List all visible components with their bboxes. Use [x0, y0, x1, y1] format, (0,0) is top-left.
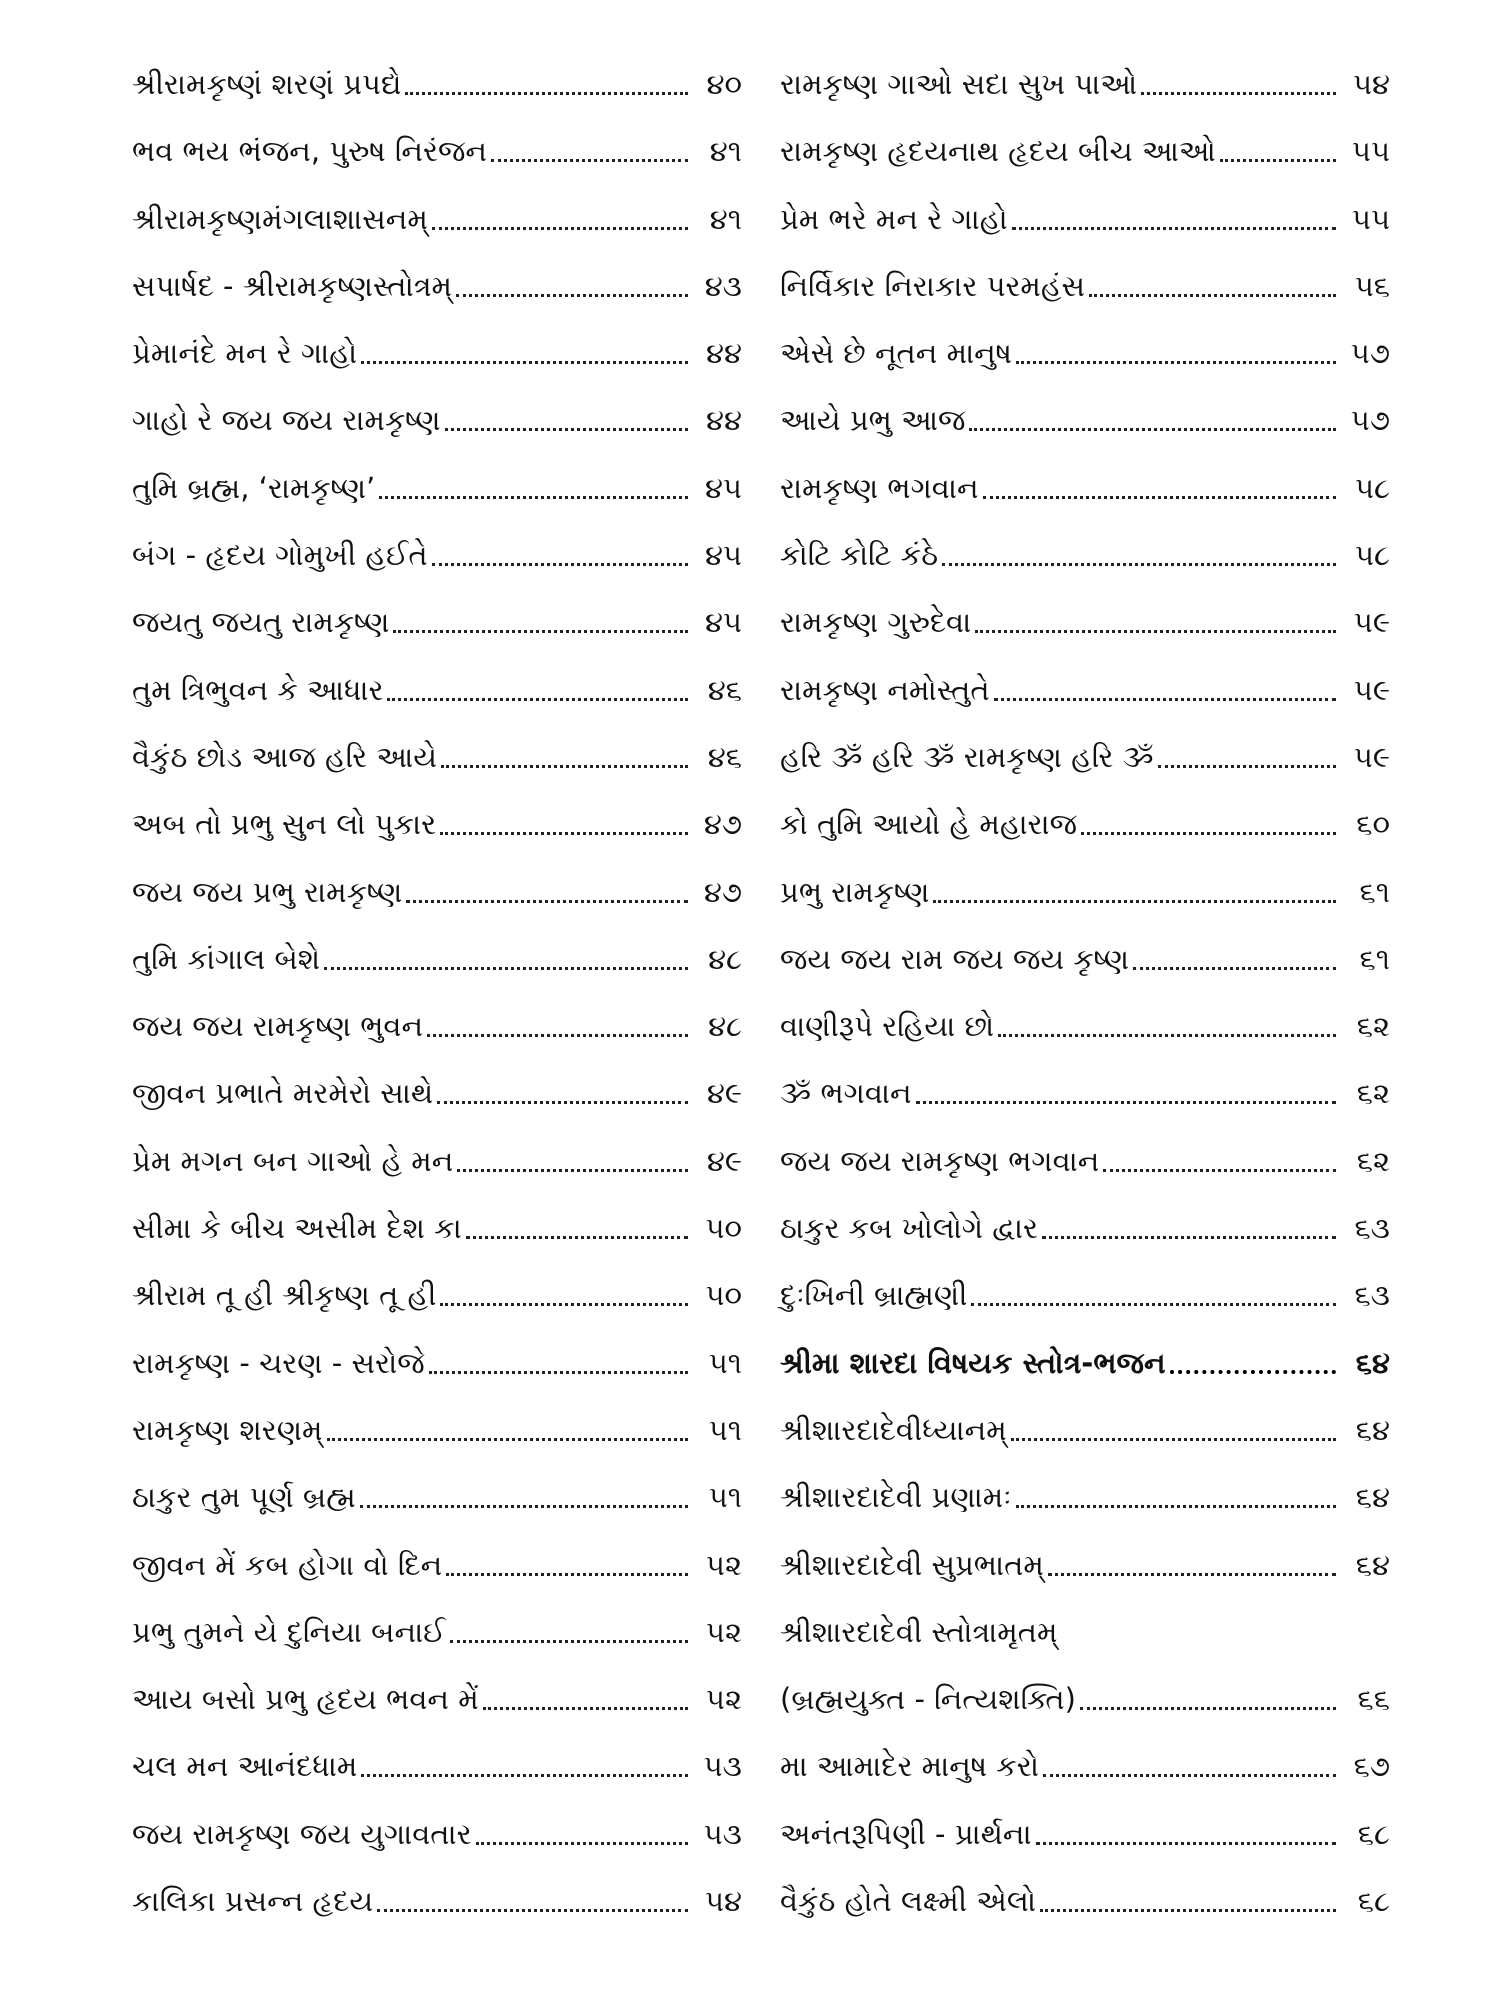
dot-leader: [1089, 266, 1336, 306]
toc-entry: [780, 670, 1390, 737]
toc-entry: [132, 400, 742, 467]
toc-entry-title: અનંતરૂપિણી - પ્રાર્થના: [780, 1816, 1032, 1851]
toc-entry-title: પ્રભુ તુમને યે દુનિયા બનાઈ: [132, 1614, 446, 1649]
toc-entry: [132, 1679, 742, 1746]
dot-leader: [387, 670, 688, 710]
dot-leader: [916, 1073, 1336, 1113]
toc-entry-page-number: ૬૪: [1355, 1345, 1390, 1380]
dot-leader: [1081, 804, 1336, 844]
toc-entry-title: અબ તો પ્રભુ સુન લો પુકાર: [132, 807, 437, 842]
toc-entry-title: દુઃખિની બ્રાહ્મણી: [780, 1278, 968, 1313]
toc-entry: [780, 1612, 1390, 1679]
toc-entry-page-number: ૬૪: [1355, 1412, 1390, 1447]
toc-entry: [780, 1073, 1390, 1140]
toc-entry-page-number: ૬૨: [1356, 1009, 1390, 1044]
toc-entry-title: તુમિ બ્રહ્મ, ‘રામકૃષ્ણ’: [132, 470, 376, 505]
toc-entry-page-number: ૫૭: [1350, 336, 1390, 371]
toc-entry-page-number: ૪૭: [703, 807, 742, 842]
dot-leader: [440, 804, 688, 844]
toc-entry: [780, 602, 1390, 669]
toc-entry-page-number: ૫૮: [1354, 470, 1390, 505]
toc-entry-page-number: ૪૩: [704, 268, 742, 303]
dot-leader: [1048, 1545, 1336, 1585]
toc-entry: [132, 535, 742, 602]
dot-leader: [360, 1477, 688, 1517]
toc-entry-page-number: ૬૪: [1355, 1480, 1390, 1515]
toc-entry-page-number: ૬૨: [1356, 1143, 1390, 1178]
toc-entry: [132, 737, 742, 804]
dot-leader: [1061, 1612, 1336, 1652]
toc-entry: [780, 1545, 1390, 1612]
toc-entry-title: શ્રીશારદાદેવી સુપ્રભાતમ્: [780, 1547, 1044, 1582]
toc-entry-page-number: ૫૨: [705, 1614, 742, 1649]
toc-entry-title: ગાહો રે જય જય રામકૃષ્ણ: [132, 403, 441, 438]
toc-entry: [132, 1073, 742, 1140]
toc-entry: [780, 333, 1390, 400]
toc-left-column: [132, 64, 742, 1948]
toc-entry: [132, 266, 742, 333]
toc-entry-page-number: ૫૭: [1350, 403, 1390, 438]
dot-leader: [971, 1275, 1336, 1315]
toc-right-column: [780, 64, 1390, 1948]
toc-entry-page-number: ૪૮: [708, 941, 742, 976]
toc-entry-page-number: ૫૦: [705, 1278, 742, 1313]
toc-entry: [780, 872, 1390, 939]
toc-entry-title: ઠાકુર તુમ પૂર્ણ બ્રહ્મ: [132, 1480, 356, 1515]
dot-leader: [324, 939, 688, 979]
toc-entry-title: રામકૃષ્ણ ગુરુદેવા: [780, 605, 972, 640]
toc-entry-title: જય જય રામકૃષ્ણ ભગવાન: [780, 1143, 1100, 1178]
toc-entry-title: રામકૃષ્ણ ગાઓ સદા સુખ પાઓ: [780, 67, 1138, 101]
dot-leader: [1016, 333, 1336, 373]
toc-entry: [780, 1679, 1390, 1746]
dot-leader: [445, 400, 688, 440]
dot-leader: [427, 1006, 688, 1046]
dot-leader: [998, 1006, 1336, 1046]
toc-entry-title: ૐ ભગવાન: [780, 1076, 912, 1111]
dot-leader: [1133, 939, 1336, 979]
toc-entry-title: શ્રીરામકૃષ્ણમંગલાશાસનમ્: [132, 201, 428, 236]
dot-leader: [1011, 1410, 1336, 1450]
toc-entry: [780, 1814, 1390, 1881]
toc-entry-title: સીમા કે બીચ અસીમ દેશ કા: [132, 1211, 462, 1246]
toc-entry-title: પ્રેમ ભરે મન રે ગાહો: [780, 201, 1008, 236]
toc-entry-page-number: ૫૫: [1351, 134, 1390, 169]
toc-entry-title: શ્રીમા શારદા વિષયક સ્તોત્ર-ભજન: [780, 1345, 1166, 1380]
toc-entry: [780, 266, 1390, 333]
dot-leader: [969, 400, 1336, 440]
dot-leader: [432, 199, 688, 239]
toc-entry-title: મા આમાદેર માનુષ કરો: [780, 1749, 1040, 1784]
toc-entry-page-number: ૫૧: [708, 1345, 742, 1380]
dot-leader: [441, 737, 688, 777]
dot-leader: [983, 468, 1336, 508]
toc-entry-title: શ્રીશારદાદેવી પ્રણામઃ: [780, 1480, 1012, 1515]
toc-entry: [780, 939, 1390, 1006]
toc-entry-title: કાલિકા પ્રસન્ન હૃદય: [132, 1884, 374, 1919]
toc-entry-page-number: ૫૨: [705, 1682, 742, 1717]
toc-entry-page-number: ૫૯: [1353, 605, 1390, 640]
toc-entry: [780, 1208, 1390, 1275]
dot-leader: [1103, 1141, 1336, 1181]
toc-entry-page-number: ૬૮: [1357, 1884, 1390, 1919]
toc-entry: [780, 1275, 1390, 1342]
toc-entry-title: આયે પ્રભુ આજ: [780, 403, 966, 438]
dot-leader: [975, 602, 1336, 642]
toc-entry-page-number: ૪૪: [706, 403, 742, 438]
dot-leader: [429, 1343, 688, 1383]
toc-entry: [132, 1343, 742, 1410]
dot-leader: [1036, 1814, 1336, 1854]
toc-entry-title: સપાર્ષદ - શ્રીરામકૃષ્ણસ્તોત્રમ્: [132, 268, 453, 303]
toc-entry: [780, 1746, 1390, 1813]
dot-leader: [406, 872, 688, 912]
dot-leader: [361, 333, 688, 373]
toc-entry-page-number: ૫૧: [708, 1480, 742, 1515]
toc-entry-title: જયતુ જયતુ રામકૃષ્ણ: [132, 605, 390, 640]
toc-entry-page-number: ૬૦: [1356, 807, 1390, 842]
dot-leader: [393, 602, 688, 642]
toc-entry-title: ઠાકુર કબ ખોલોગે દ્વાર: [780, 1211, 1038, 1246]
toc-entry-title: જીવન પ્રભાતે મરમેરો સાથે: [132, 1076, 434, 1111]
toc-entry-page-number: ૫૧: [708, 1412, 742, 1447]
toc-entry-page-number: ૪૧: [709, 201, 742, 236]
toc-entry-page-number: ૪૮: [708, 1009, 742, 1044]
toc-entry-title: શ્રીશારદાદેવી સ્તોત્રામૃતમ્: [780, 1614, 1058, 1649]
toc-entry-title: રામકૃષ્ણ શરણમ્: [132, 1412, 323, 1447]
toc-entry-page-number: ૬૩: [1354, 1211, 1390, 1246]
toc-entry: [132, 804, 742, 871]
toc-entry-title: હરિ ૐ હરિ ૐ રામકૃષ્ણ હરિ ૐ: [780, 739, 1154, 774]
toc-entry-title: શ્રીરામ તૂ હી શ્રીકૃષ્ણ તૂ હી: [132, 1278, 437, 1313]
toc-entry-title: જય જય પ્રભુ રામકૃષ્ણ: [132, 874, 403, 909]
toc-entry: [132, 1746, 742, 1813]
dot-leader: [327, 1410, 688, 1450]
toc-entry: [132, 939, 742, 1006]
toc-entry-page-number: ૫૫: [1351, 201, 1390, 236]
toc-entry: [132, 1814, 742, 1881]
toc-entry-title: રામકૃષ્ણ - ચરણ - સરોજે: [132, 1345, 425, 1380]
toc-entry-page-number: ૬૧: [1359, 874, 1390, 909]
toc-entry-page-number: ૫૯: [1353, 739, 1390, 774]
toc-entry: [132, 1006, 742, 1073]
toc-entry-title: ચલ મન આનંદધામ: [132, 1749, 358, 1784]
toc-entry-title: એસે છે નૂતન માનુષ: [780, 336, 1012, 371]
dot-leader: [942, 535, 1336, 575]
toc-entry-title: જય જય રામ જય જય કૃષ્ણ: [780, 941, 1130, 976]
dot-leader: [491, 131, 688, 171]
toc-entry: [132, 1612, 742, 1679]
toc-entry-title: તુમ ત્રિભુવન કે આધાર: [132, 672, 384, 707]
toc-entry: [780, 131, 1390, 198]
dot-leader: [1158, 737, 1336, 777]
toc-entry: [780, 535, 1390, 602]
toc-entry-page-number: ૪૪: [706, 336, 742, 371]
dot-leader: [432, 535, 688, 575]
dot-leader: [361, 1746, 688, 1786]
toc-entry-page-number: ૬૨: [1356, 1076, 1390, 1111]
toc-entry-title: રામકૃષ્ણ ભગવાન: [780, 470, 979, 505]
dot-leader: [933, 872, 1336, 912]
toc-entry-title: વૈકુંઠ છોડ આજ હરિ આયે: [132, 739, 438, 774]
dot-leader: [1141, 64, 1336, 104]
toc-entry-page-number: ૫૪: [1352, 67, 1390, 101]
toc-entry-title: વાણીરૂપે રહિયા છો: [780, 1009, 995, 1044]
toc-entry-page-number: ૪૫: [704, 605, 742, 640]
toc-entry-page-number: ૪૧: [709, 134, 742, 169]
toc-entry: [132, 602, 742, 669]
toc-entry: [132, 1477, 742, 1544]
toc-entry: [780, 64, 1390, 131]
toc-entry-title: રામકૃષ્ણ હૃદયનાથ હૃદય બીચ આઓ: [780, 134, 1216, 169]
toc-entry-title: ભવ ભય ભંજન, પુરુષ નિરંજન: [132, 134, 488, 169]
toc-entry-page-number: ૪૯: [706, 1076, 742, 1111]
dot-leader: [405, 64, 688, 104]
toc-entry: [780, 400, 1390, 467]
toc-entry-title: રામકૃષ્ણ નમોસ્તુતે: [780, 672, 990, 707]
toc-entry-title: જય રામકૃષ્ણ જય યુગાવતાર: [132, 1816, 472, 1851]
toc-entry: [780, 468, 1390, 535]
dot-leader: [1080, 1679, 1336, 1719]
dot-leader: [1042, 1208, 1336, 1248]
toc-entry-title: (બ્રહ્મયુક્ત - નિત્યશક્તિ): [780, 1682, 1076, 1717]
toc-entry-title: પ્રેમાનંદે મન રે ગાહો: [132, 336, 358, 371]
dot-leader: [1170, 1343, 1336, 1383]
dot-leader: [456, 266, 688, 306]
toc-entry-page-number: ૪૦: [706, 67, 742, 101]
toc-entry-page-number: ૪૬: [707, 739, 742, 774]
toc-entry-title: વૈકુંઠ હોતે લક્ષ્મી એલો: [780, 1884, 1037, 1919]
toc-entry-title: નિર્વિકાર નિરાકાર પરમહંસ: [780, 268, 1086, 303]
dot-leader: [466, 1208, 688, 1248]
toc-entry-page-number: ૫૯: [1353, 672, 1390, 707]
dot-leader: [483, 1679, 688, 1719]
toc-entry: [132, 1545, 742, 1612]
toc-entry-page-number: ૫૪: [704, 1884, 742, 1919]
toc-entry-page-number: ૪૯: [706, 1143, 742, 1178]
toc-entry-title: કોટિ કોટિ કંઠે: [780, 538, 939, 573]
toc-entry: [132, 64, 742, 131]
dot-leader: [377, 1881, 688, 1921]
toc-entry: [780, 1881, 1390, 1948]
toc-entry: [780, 1141, 1390, 1208]
toc-entry-page-number: ૪૫: [704, 538, 742, 573]
toc-entry: [132, 1208, 742, 1275]
toc-entry: [132, 199, 742, 266]
toc-entry-title: બંગ - હૃદય ગોમુખી હઈતે: [132, 538, 428, 573]
toc-entry-page-number: ૫૨: [705, 1547, 742, 1582]
dot-leader: [446, 1545, 688, 1585]
toc-entry-title: શ્રીશારદાદેવીધ્યાનમ્: [780, 1412, 1007, 1447]
toc-entry-title: જીવન મેં કબ હોગા વો દિન: [132, 1547, 443, 1582]
dot-leader: [994, 670, 1336, 710]
dot-leader: [1040, 1881, 1336, 1921]
toc-entry-page-number: ૪૫: [704, 470, 742, 505]
toc-entry-page-number: ૫૬: [1354, 268, 1390, 303]
dot-leader: [476, 1814, 688, 1854]
toc-entry-page-number: ૪૬: [707, 672, 742, 707]
toc-entry-title: જય જય રામકૃષ્ણ ભુવન: [132, 1009, 424, 1044]
dot-leader: [1220, 131, 1336, 171]
dot-leader: [440, 1275, 688, 1315]
toc-entry-title: શ્રીરામકૃષ્ણં શરણં પ્રપદ્યે: [132, 67, 402, 101]
toc-entry-title: પ્રેમ મગન બન ગાઓ હે મન: [132, 1143, 454, 1178]
toc-entry-page-number: ૫૦: [705, 1211, 742, 1246]
toc-entry: [780, 1006, 1390, 1073]
toc-entry-page-number: ૬૮: [1357, 1816, 1390, 1851]
toc-entry: [132, 333, 742, 400]
dot-leader: [1016, 1477, 1336, 1517]
toc-entry: [780, 804, 1390, 871]
toc-entry: [132, 468, 742, 535]
dot-leader: [1043, 1746, 1336, 1786]
toc-entry: [132, 131, 742, 198]
toc-entry-page-number: ૫૩: [703, 1749, 742, 1784]
toc-entry-page-number: ૫૮: [1354, 538, 1390, 573]
toc-entry-title: આય બસો પ્રભુ હૃદય ભવન મેં: [132, 1682, 479, 1717]
toc-entry: [780, 199, 1390, 266]
toc-entry: [132, 1141, 742, 1208]
toc-entry-page-number: ૪૭: [703, 874, 742, 909]
toc-entry: [132, 670, 742, 737]
toc-entry: [132, 1881, 742, 1948]
toc-entry: [132, 1275, 742, 1342]
dot-leader: [379, 468, 688, 508]
toc-entry: [780, 737, 1390, 804]
dot-leader: [450, 1612, 688, 1652]
toc-entry-page-number: ૬૩: [1354, 1278, 1390, 1313]
toc-entry: [132, 1410, 742, 1477]
dot-leader: [1012, 199, 1336, 239]
toc-entry: [780, 1477, 1390, 1544]
toc-entry: [132, 872, 742, 939]
toc-entry-title: પ્રભુ રામકૃષ્ણ: [780, 874, 930, 909]
toc-entry-page-number: ૬૧: [1359, 941, 1390, 976]
toc-entry-title: કો તુમિ આયો હે મહારાજ: [780, 807, 1078, 842]
toc-entry-title: તુમિ કાંગાલ બેશે: [132, 941, 321, 976]
dot-leader: [457, 1141, 688, 1181]
toc-entry-page-number: ૬૭: [1353, 1749, 1390, 1784]
dot-leader: [437, 1073, 688, 1113]
toc-entry: [780, 1410, 1390, 1477]
toc-entry-page-number: ૬૪: [1355, 1547, 1390, 1582]
toc-entry-page-number: ૬૬: [1357, 1682, 1390, 1717]
toc-entry-page-number: ૫૩: [703, 1816, 742, 1851]
toc-section-heading: [780, 1343, 1390, 1410]
